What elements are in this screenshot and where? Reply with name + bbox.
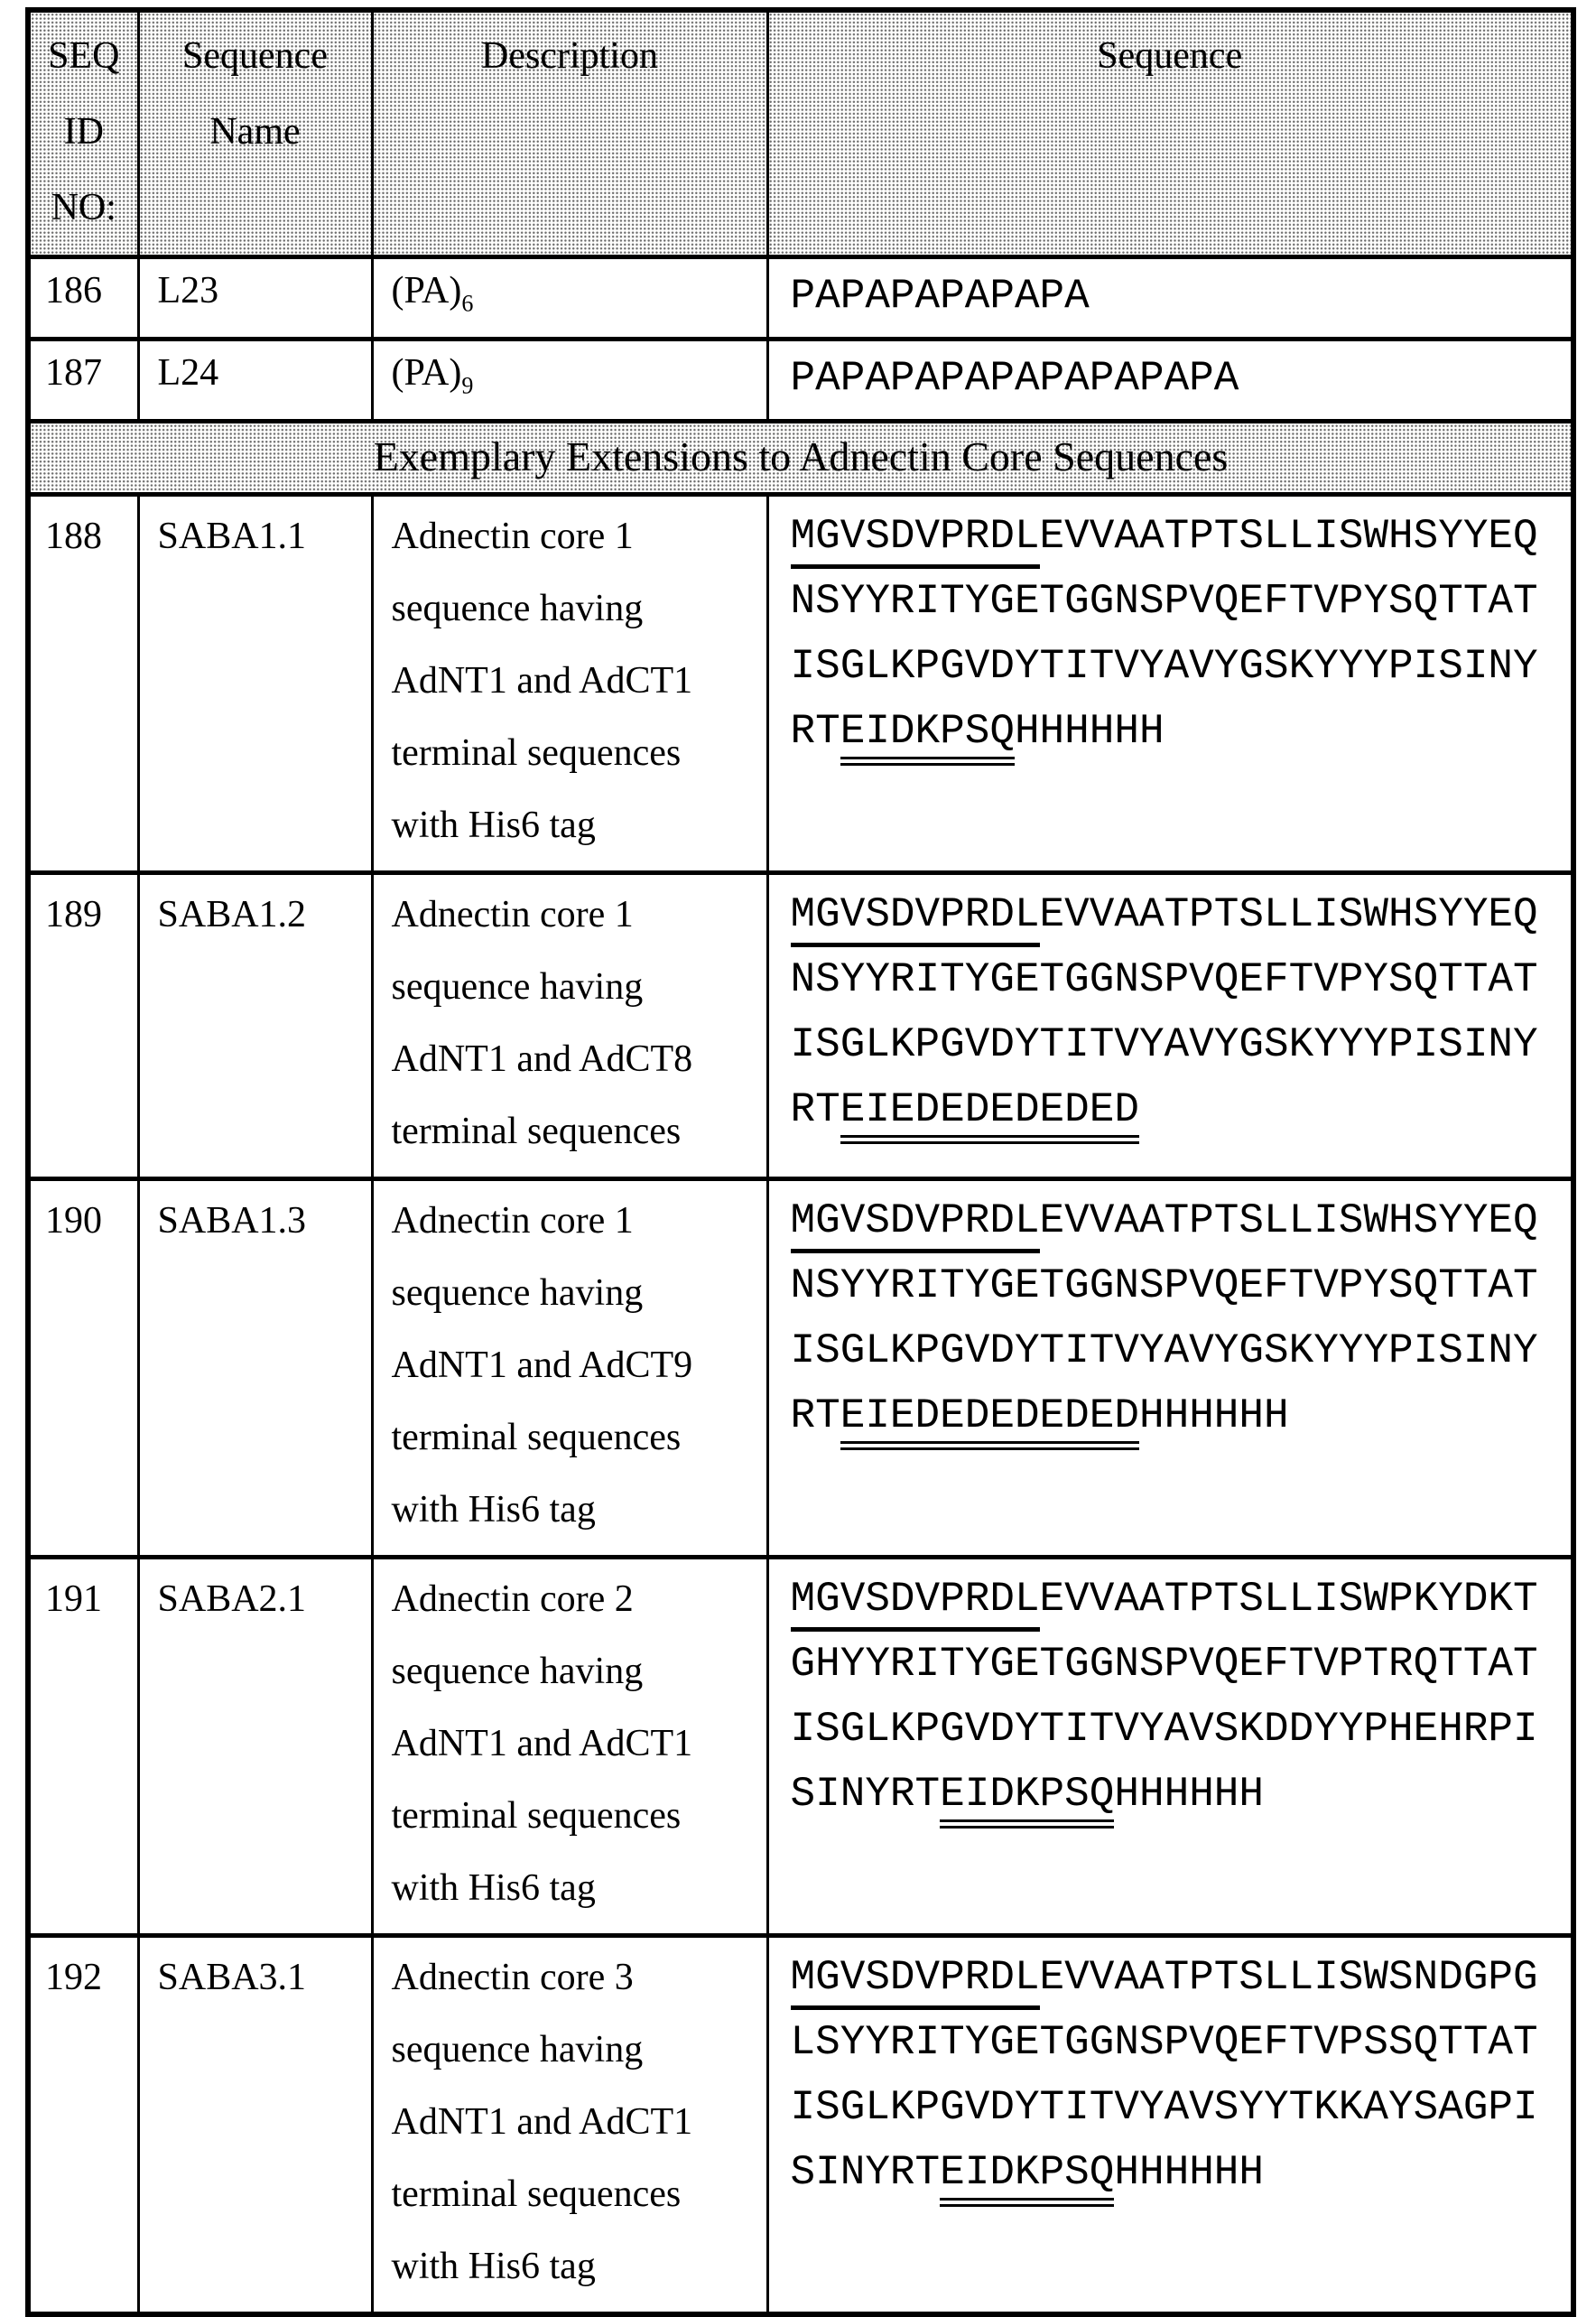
text-segment (461, 352, 474, 399)
description-line (392, 2014, 759, 2086)
sequence-line (791, 504, 1568, 569)
text-segment: EVVAATPTSLLISWHSYYEQ (1039, 891, 1538, 938)
text-segment: Adnectin core 2 (391, 1578, 634, 1620)
sequence-name-cell: L23 (138, 257, 372, 340)
sequence-cell (767, 873, 1573, 1179)
text-segment: EVVAATPTSLLISWPKYDKT (1039, 1576, 1538, 1623)
text-segment: Adnectin core 1 (391, 1200, 634, 1242)
sequence-segment-double-underline: EIDKPSQ (840, 708, 1015, 766)
text-segment: sequence having (391, 966, 644, 1008)
sequence-segment-double-underline: EIEDEDEDEDED (840, 1086, 1139, 1144)
description-line (392, 1852, 759, 1924)
text-segment: SINYRT (790, 1771, 941, 1818)
text-segment: NSYYRITYGETGGNSPVQEFTVPYSQTTAT (790, 578, 1538, 625)
header-line: Sequence (1097, 35, 1243, 77)
text-segment: SINYRT (790, 2149, 941, 2196)
sequence-line (791, 947, 1568, 1012)
header-sequence (767, 10, 1573, 257)
header-line: NO: (51, 187, 116, 228)
text-segment: RT (790, 708, 840, 755)
description-line (392, 1780, 759, 1852)
sequence-cell (767, 1558, 1573, 1936)
text-segment: AdNT1 and AdCT9 (391, 1345, 693, 1386)
description-line (392, 1708, 759, 1780)
sequence-listing-table (25, 7, 1576, 2317)
description-line (392, 1563, 759, 1635)
sequence-line (791, 1632, 1568, 1697)
text-segment: LSYYRITYGETGGNSPVQEFTVPSSQTTAT (790, 2019, 1538, 2066)
description-line (392, 2158, 759, 2230)
description-line (392, 879, 759, 951)
description-line (392, 1185, 759, 1257)
text-segment: Adnectin core 3 (391, 1957, 634, 1998)
text-segment: HHHHHH (1138, 1392, 1289, 1439)
text-segment: terminal sequences (391, 732, 682, 774)
sequence-line (791, 1697, 1568, 1762)
text-segment: HHHHHH (1114, 1771, 1265, 1818)
sequence-cell (767, 340, 1573, 422)
sequence-name-cell: L24 (138, 340, 372, 422)
sequence-line (791, 268, 1568, 324)
sequence-cell (767, 495, 1573, 873)
text-segment: GHYYRITYGETGGNSPVQEFTVPTRQTTAT (790, 1641, 1538, 1688)
text-segment: EVVAATPTSLLISWHSYYEQ (1039, 1197, 1538, 1244)
description-cell (372, 495, 767, 873)
sequence-segment-double-underline: EIDKPSQ (940, 1771, 1114, 1828)
text-segment: ISGLKPGVDYTITVYAVSYYTKKAYSAGPI (790, 2084, 1538, 2131)
text-segment: HHHHHH (1114, 2149, 1265, 2196)
text-segment: NSYYRITYGETGGNSPVQEFTVPYSQTTAT (790, 956, 1538, 1003)
text-segment: Adnectin core 1 (391, 516, 634, 557)
sequence-name-cell: SABA1.2 (138, 873, 372, 1179)
sequence-cell (767, 257, 1573, 340)
text-segment: with His6 tag (391, 1489, 596, 1531)
header-line: SEQ (48, 35, 120, 77)
sequence-line (791, 1253, 1568, 1318)
text-segment: (PA) (391, 270, 462, 312)
sequence-line (791, 2010, 1568, 2075)
header-line: Description (481, 35, 658, 77)
text-segment: EVVAATPTSLLISWHSYYEQ (1039, 513, 1538, 560)
text-segment: AdNT1 and AdCT1 (391, 1723, 693, 1764)
description-line (392, 717, 759, 789)
sequence-segment-double-underline: EIEDEDEDEDED (840, 1392, 1139, 1450)
header-line: ID (63, 111, 104, 153)
sequence-name-cell: SABA1.1 (138, 495, 372, 873)
text-segment: AdNT1 and AdCT8 (391, 1038, 693, 1080)
sequence-line (791, 1318, 1568, 1383)
header-sequence-name (138, 10, 372, 257)
description-line (392, 951, 759, 1023)
text-segment (461, 270, 474, 317)
text-segment: RT (790, 1392, 840, 1439)
text-segment: terminal sequences (391, 1111, 682, 1152)
sequence-segment-single-underline: MGVSDVPRDL (791, 513, 1040, 569)
seq-id-cell: 191 (28, 1558, 138, 1936)
description-line (392, 263, 759, 319)
seq-id-cell: 192 (28, 1936, 138, 2315)
sequence-line (791, 1383, 1568, 1450)
seq-id-cell: 188 (28, 495, 138, 873)
sequence-name-cell: SABA1.3 (138, 1179, 372, 1558)
table-row (28, 340, 1573, 422)
sequence-line (791, 1012, 1568, 1077)
text-segment: sequence having (391, 1651, 644, 1692)
header-line: Name (209, 111, 301, 153)
table-row (28, 495, 1573, 873)
sequence-line (791, 1945, 1568, 2010)
seq-id-cell: 190 (28, 1179, 138, 1558)
text-segment: EVVAATPTSLLISWSNDGPG (1039, 1954, 1538, 2001)
text-segment: AdNT1 and AdCT1 (391, 660, 693, 702)
text-segment: terminal sequences (391, 1795, 682, 1837)
description-line (392, 645, 759, 717)
description-line (392, 1257, 759, 1329)
text-segment: with His6 tag (391, 2246, 596, 2287)
description-cell (372, 1936, 767, 2315)
sequence-cell (767, 1936, 1573, 2315)
description-line (392, 789, 759, 861)
seq-id-cell: 187 (28, 340, 138, 422)
seq-id-cell: 189 (28, 873, 138, 1179)
text-segment: sequence having (391, 2029, 644, 2070)
seq-id-cell: 186 (28, 257, 138, 340)
section-header: Exemplary Extensions to Adnectin Core Sequences (28, 422, 1573, 495)
table-row (28, 257, 1573, 340)
sequence-name-cell: SABA2.1 (138, 1558, 372, 1936)
description-line (392, 572, 759, 645)
sequence-line (791, 2140, 1568, 2207)
text-segment: terminal sequences (391, 2173, 682, 2215)
sequence-line (791, 634, 1568, 699)
description-cell (372, 873, 767, 1179)
text-segment: PAPAPAPAPAPAPAPAPA (790, 355, 1239, 402)
description-cell (372, 1179, 767, 1558)
sequence-segment-double-underline: EIDKPSQ (940, 2149, 1114, 2207)
sequence-line (791, 569, 1568, 634)
sequence-line (791, 882, 1568, 947)
sequence-line (791, 1077, 1568, 1144)
text-segment: NSYYRITYGETGGNSPVQEFTVPYSQTTAT (790, 1262, 1538, 1309)
sequence-segment-single-underline: MGVSDVPRDL (791, 891, 1040, 947)
text-segment: with His6 tag (391, 805, 596, 846)
sequence-line (791, 1567, 1568, 1632)
text-segment: Adnectin core 1 (391, 894, 634, 935)
text-segment: PAPAPAPAPAPA (790, 273, 1090, 320)
sequence-segment-single-underline: MGVSDVPRDL (791, 1576, 1040, 1632)
section-header-row (28, 422, 1573, 495)
text-segment: ISGLKPGVDYTITVYAVYGSKYYYPISINY (790, 1327, 1538, 1374)
sequence-cell (767, 1179, 1573, 1558)
sequence-segment-single-underline: MGVSDVPRDL (791, 1954, 1040, 2010)
description-line (392, 500, 759, 572)
description-line (392, 1095, 759, 1168)
description-line (392, 2230, 759, 2303)
description-cell (372, 1558, 767, 1936)
description-line (392, 1474, 759, 1546)
text-segment: terminal sequences (391, 1417, 682, 1458)
text-segment: ISGLKPGVDYTITVYAVYGSKYYYPISINY (790, 643, 1538, 690)
description-line (392, 1401, 759, 1474)
description-line (392, 1941, 759, 2014)
description-line (392, 2086, 759, 2158)
sequence-line (791, 350, 1568, 406)
sequence-name-cell: SABA3.1 (138, 1936, 372, 2315)
header-line: Sequence (182, 35, 328, 77)
text-segment: with His6 tag (391, 1867, 596, 1909)
header-description (372, 10, 767, 257)
subscript: 6 (461, 290, 474, 317)
text-segment: sequence having (391, 1272, 644, 1314)
sequence-line (791, 2075, 1568, 2140)
table-row (28, 873, 1573, 1179)
description-cell (372, 340, 767, 422)
description-line (392, 1329, 759, 1401)
table-row (28, 1558, 1573, 1936)
text-segment: RT (790, 1086, 840, 1133)
description-line (392, 1023, 759, 1095)
header-row (28, 10, 1573, 257)
header-seq-id-no (28, 10, 138, 257)
text-segment: AdNT1 and AdCT1 (391, 2101, 693, 2143)
table-row (28, 1179, 1573, 1558)
text-segment: (PA) (391, 352, 462, 394)
subscript: 9 (461, 372, 474, 399)
text-segment: HHHHHH (1014, 708, 1165, 755)
description-line (392, 345, 759, 401)
text-segment: ISGLKPGVDYTITVYAVSKDDYYPHEHRPI (790, 1706, 1538, 1753)
description-cell (372, 257, 767, 340)
text-segment: sequence having (391, 588, 644, 629)
sequence-line (791, 1188, 1568, 1253)
table-row (28, 1936, 1573, 2315)
sequence-line (791, 699, 1568, 766)
sequence-line (791, 1762, 1568, 1828)
sequence-segment-single-underline: MGVSDVPRDL (791, 1197, 1040, 1253)
description-line (392, 1635, 759, 1708)
text-segment: ISGLKPGVDYTITVYAVYGSKYYYPISINY (790, 1021, 1538, 1068)
